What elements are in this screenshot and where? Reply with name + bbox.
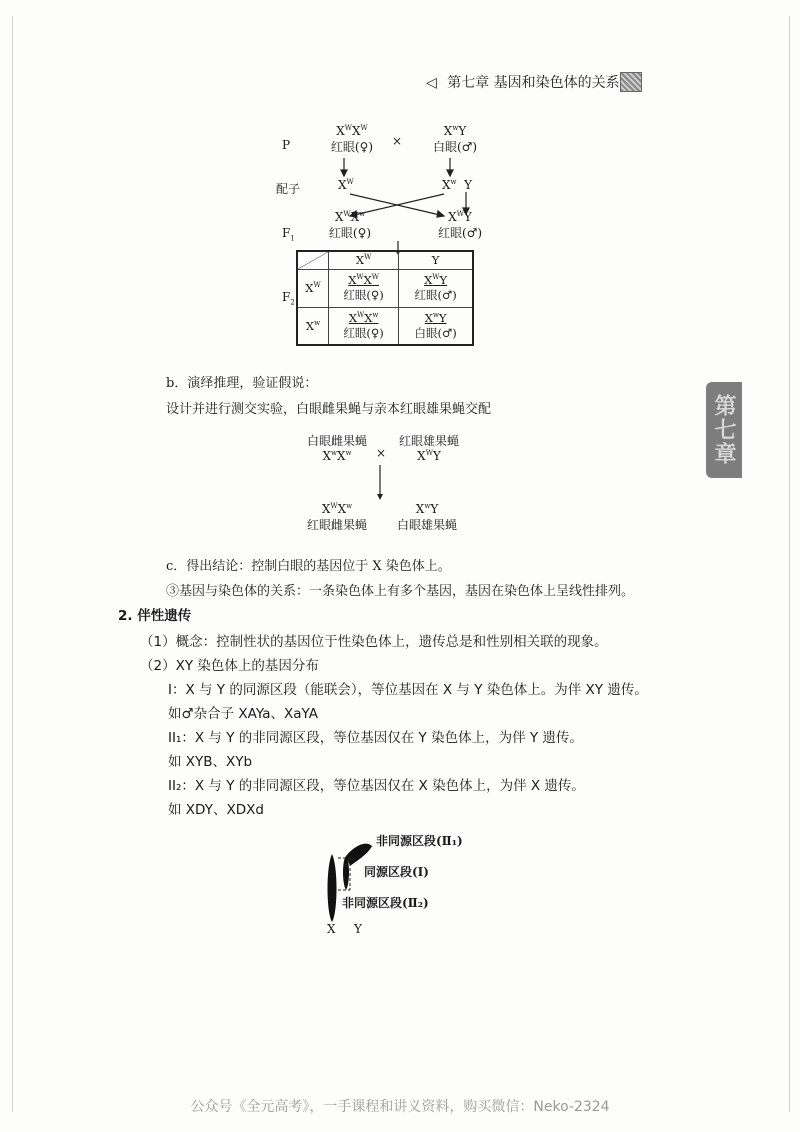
gamete-female: $X^W$ (338, 178, 354, 192)
tc-parent2: 红眼雄果蝇 $X^WY$ (398, 434, 459, 463)
section-2-line-1: I：X 与 Y 的同源区段（能联会），等位基因在 X 与 Y 染色体上。为伴 XY 遗传。 (168, 682, 648, 698)
row-header-2: $X^w$ (297, 307, 329, 345)
x-chromosome (328, 854, 337, 922)
tc-times: × (376, 446, 387, 460)
x-label: X (327, 922, 336, 936)
tc-child2: $X^wY$ 白眼雄果蝇 (396, 502, 457, 532)
cell-12: $X^WY$ 红眼(♂) (399, 269, 473, 307)
tc-down-arrow (374, 464, 386, 502)
step-b-desc: 设计并进行测交实验，白眼雌果蝇与亲本红眼雄果蝇交配 (166, 402, 492, 417)
tc-parent1: 白眼雌果蝇 $X^wX^w$ (306, 434, 367, 463)
label-homologous: 同源区段(Ⅰ) (364, 865, 429, 879)
chapter-side-tab: 第七章 (706, 382, 742, 478)
parent-female-pheno: 红眼(♀) (330, 140, 374, 154)
step-b: b．演绎推理，验证假说： (166, 376, 318, 391)
section-2-line-3: II₁：X 与 Y 的非同源区段，等位基因仅在 Y 染色体上，为伴 Y 遗传。 (168, 730, 583, 746)
label-nonhomologous-1: 非同源区段(Ⅱ₁) (376, 834, 463, 848)
header-logo-icon (620, 72, 642, 92)
section-2-item-2: （2）XY 染色体上的基因分布 (140, 658, 319, 674)
chapter-header (426, 72, 620, 92)
section-2-line-5: II₂：X 与 Y 的非同源区段，等位基因仅在 X 染色体上，为伴 X 遗传。 (168, 778, 585, 794)
section-2-line-4: 如 XYB、XYb (168, 754, 253, 770)
parent-male: $X^wY$ 白眼(♂) (432, 124, 478, 154)
section-2-line-2: 如♂杂合子 XAYa、XaYA (168, 706, 318, 722)
section-2-title: 2. 伴性遗传 (118, 608, 192, 624)
punnett-square (296, 250, 474, 346)
cell-11: $X^WX^W$ 红眼(♀) (329, 269, 399, 307)
section-2-item-1: （1）概念：控制性状的基因位于性染色体上，遗传总是和性别相关联的现象。 (140, 634, 608, 650)
parent-female: $X^WX^W$ 红眼(♀) (330, 124, 374, 154)
y-label: Y (354, 922, 362, 936)
f1-label: $F_1$ (282, 226, 295, 243)
p-label: P (282, 138, 291, 152)
cell-21: $X^WX^w$ 红眼(♀) (329, 307, 399, 345)
col-header-2: Y (399, 251, 473, 269)
label-nonhomologous-2: 非同源区段(Ⅱ₂) (342, 896, 429, 910)
tc-child1: $X^WX^w$ 红眼雌果蝇 (306, 502, 367, 532)
gamete-male: $X^w$ Y (442, 178, 473, 192)
table-corner (297, 251, 329, 269)
cross-times: × (392, 134, 403, 148)
f2-label: $F_2$ (282, 290, 295, 307)
parent-male-pheno: 白眼(♂) (432, 140, 478, 154)
chapter-title: 第七章 基因和染色体的关系 (447, 75, 620, 91)
f1-female-pheno: 红眼(♀) (328, 226, 372, 240)
f1-male: $X^WY$ 红眼(♂) (437, 210, 483, 240)
gamete-label: 配子 (276, 182, 301, 196)
cell-22: $X^wY$ 白眼(♂) (399, 307, 473, 345)
f1-female: $X^WX^w$ 红眼(♀) (328, 210, 372, 240)
footer-watermark: 公众号《全元高考》，一手课程和讲义资料，购买微信：Neko-2324 (190, 1099, 610, 1115)
row-header-1: $X^W$ (297, 269, 329, 307)
point-3: ③基因与染色体的关系：一条染色体上有多个基因，基因在染色体上呈线性排列。 (166, 584, 635, 599)
section-2-line-6: 如 XDY、XDXd (168, 802, 264, 818)
f1-male-pheno: 红眼(♂) (437, 226, 483, 240)
step-c: c．得出结论：控制白眼的基因位于 X 染色体上。 (166, 559, 451, 574)
col-header-1: $X^W$ (329, 251, 399, 269)
back-arrow-icon: ◁ (426, 75, 437, 91)
